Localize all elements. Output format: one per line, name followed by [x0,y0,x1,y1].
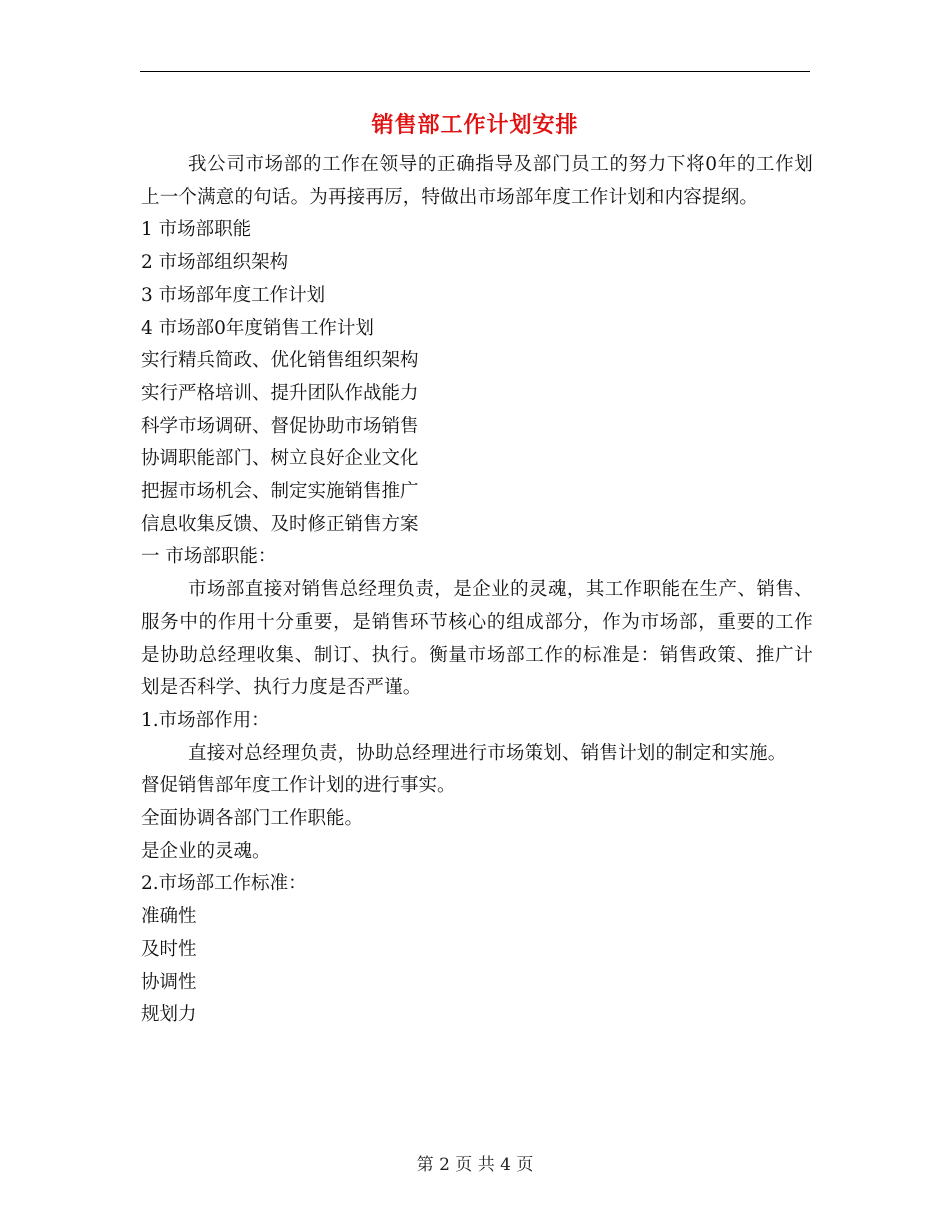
role-item: 是企业的灵魂。 [141,840,271,862]
role-paragraph: 直接对总经理负责，协助总经理进行市场策划、销售计划的制定和实施。 [188,742,787,764]
measure-item: 信息收集反馈、及时修正销售方案 [141,513,419,535]
document-body [141,149,813,1032]
measure-item: 把握市场机会、制定实施销售推广 [141,481,419,503]
standard-item: 协调性 [141,971,197,993]
role-item: 督促销售部年度工作计划的进行事实。 [141,775,456,797]
subsection-heading: 2.市场部工作标准： [141,873,307,895]
page-number: 第 2 页 共 4 页 [416,1155,534,1175]
subsection-heading: 1.市场部作用： [141,709,270,731]
intro-paragraph: 我公司市场部的工作在领导的正确指导及部门员工的努力下将0年的工作划上一个满意的句话。为再接再厉，特做出市场部年度工作计划和内容提纲。 [141,154,813,208]
measure-item: 科学市场调研、督促协助市场销售 [141,415,419,437]
outline-item: 2 市场部组织架构 [141,252,289,274]
document-title: 销售部工作计划安排 [371,112,579,138]
outline-item: 1 市场部职能 [141,219,252,241]
role-item: 全面协调各部门工作职能。 [141,808,364,830]
measure-item: 实行精兵简政、优化销售组织架构 [141,350,419,372]
outline-item: 4 市场部0年度销售工作计划 [141,317,374,339]
section-heading: 一 市场部职能： [141,546,277,568]
standard-item: 及时性 [141,938,197,960]
measure-item: 实行严格培训、提升团队作战能力 [141,382,419,404]
outline-item: 3 市场部年度工作计划 [141,284,326,306]
measure-item: 协调职能部门、树立良好企业文化 [141,448,419,470]
standard-item: 准确性 [141,906,197,928]
section-paragraph: 市场部直接对销售总经理负责，是企业的灵魂，其工作职能在生产、销售、服务中的作用十分重要，是销售环节核心的组成部分，作为市场部，重要的工作是协助总经理收集、制订、执行。衡量市场部工作的标准是：销售政策、推广计划是否科学、执行力度是否严谨。 [141,579,813,699]
standard-item: 规划力 [141,1004,197,1026]
header-rule [140,71,810,72]
